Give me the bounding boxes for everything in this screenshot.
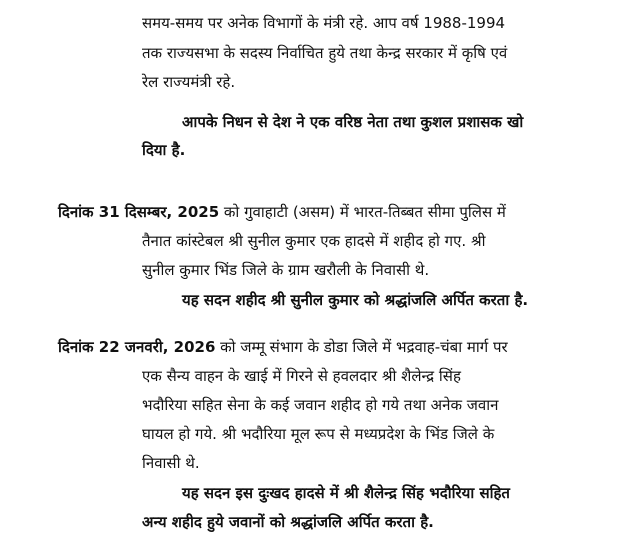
item-text: को गुवाहाटी (असम) में भारत-तिब्बत सीमा पुलिस में bbox=[219, 203, 506, 221]
tribute-line: अन्य शहीद हुये जवानों को श्रद्धांजलि अर्पित करता है. bbox=[142, 513, 434, 531]
tribute-line: यह सदन शहीद श्री सुनील कुमार को श्रद्धांजलि अर्पित करता है. bbox=[182, 291, 529, 309]
text-line: सुनील कुमार भिंड जिले के ग्राम खरौली के निवासी थे. bbox=[142, 261, 430, 279]
text-line: तैनात कांस्टेबल श्री सुनील कुमार एक हादसे में शहीद हो गए. श्री bbox=[142, 232, 486, 250]
item-text: को जम्मू संभाग के डोडा जिले में भद्रवाह-चंबा मार्ग पर bbox=[215, 338, 508, 356]
tribute-line: आपके निधन से देश ने एक वरिष्ठ नेता तथा कुशल प्रशासक खो bbox=[182, 113, 524, 131]
text-line: समय-समय पर अनेक विभागों के मंत्री रहे. आप वर्ष 1988-1994 bbox=[142, 14, 506, 32]
text-line: निवासी थे. bbox=[142, 454, 200, 472]
item-first-line bbox=[58, 338, 508, 356]
date-label: दिनांक 31 दिसम्बर, 2025 bbox=[58, 203, 220, 221]
tribute-line: यह सदन इस दुःखद हादसे में श्री शैलेन्द्र सिंह भदौरिया सहित bbox=[182, 484, 510, 502]
text-line: रेल राज्यमंत्री रहे. bbox=[142, 73, 236, 91]
text-line: भदौरिया सहित सेना के कई जवान शहीद हो गये तथा अनेक जवान bbox=[142, 396, 499, 414]
text-line: एक सैन्य वाहन के खाई में गिरने से हवलदार श्री शैलेन्द्र सिंह bbox=[142, 367, 461, 385]
text-line: घायल हो गये. श्री भदौरिया मूल रूप से मध्यप्रदेश के भिंड जिले के bbox=[142, 425, 495, 443]
tribute-line: दिया है. bbox=[142, 141, 186, 159]
date-label: दिनांक 22 जनवरी, 2026 bbox=[58, 338, 216, 356]
item-first-line bbox=[58, 203, 506, 221]
text-line: तक राज्यसभा के सदस्य निर्वाचित हुये तथा केन्द्र सरकार में कृषि एवं bbox=[142, 44, 508, 62]
